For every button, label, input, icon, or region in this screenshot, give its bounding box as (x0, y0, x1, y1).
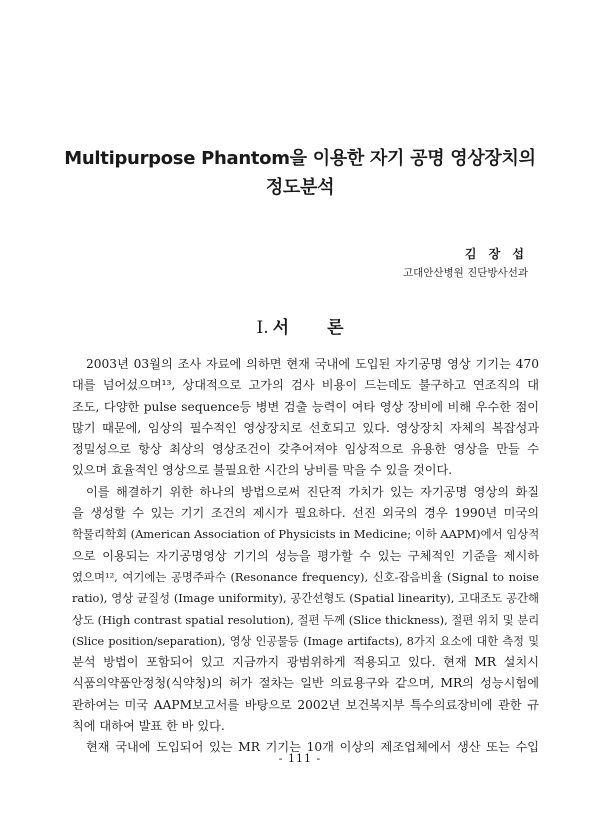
section-heading (0, 313, 600, 338)
body-line: 을 생성할 수 있는 기기 조건의 제시가 필요하다. 선진 외국의 경우 1990년 미국의 (72, 506, 539, 521)
body-line: 정밀성으로 항상 최상의 영상조건이 갖추어져야 임상적으로 유용한 영상을 만들 수 (72, 442, 539, 457)
body-line: 많기 때문에, 임상의 필수적인 영상장치로 선호되고 있다. 영상장치 자체의 복잡성과 (72, 420, 539, 435)
body-line: (Slice position/separation), 영상 인공물등 (Image artifacts), 8가지 요소에 대한 측정 및 (72, 634, 539, 648)
section-word-2: 론 (327, 318, 344, 338)
body-line: 조도, 다양한 pulse sequence등 병변 검출 능력이 여타 영상 장비에 비해 우수한 점이 (72, 399, 539, 414)
title-line-1: Multipurpose Phantom을 이용한 자기 공명 영상장치의 (64, 148, 536, 169)
title-line-2: 정도분석 (265, 177, 335, 198)
body-line: 이를 해결하기 위한 하나의 방법으로써 진단적 가치가 있는 자기공명 영상의 화질 (86, 484, 539, 499)
body-line: 분석 방법이 포함되어 있고 지금까지 광범위하게 적용되고 있다. 현재 MR 설치시 (72, 655, 539, 670)
body-line: 학물리학회 (American Association of Physicists in Medicine; 이하 AAPM)에서 임상적 (72, 527, 539, 542)
body-line: 식품의약품안정청(식약청)의 허가 절차는 일반 의료용구와 같으며, MR의 성능시험에 (72, 676, 539, 691)
body-line: 대를 넘어섰으며¹³, 상대적으로 고가의 검사 비용이 드는데도 불구하고 연조직의 대 (72, 378, 539, 393)
body-line: 상도 (High contrast spatial resolution), 절편 두께 (Slice thickness), 절편 위치 및 분리 (72, 612, 539, 627)
body-line: 관하여는 미국 AAPM보고서를 바탕으로 2002년 보건복지부 특수의료장비에 관한 규 (72, 697, 539, 712)
body-line: 2003년 03월의 조사 자료에 의하면 현재 국내에 도입된 자기공명 영상 기기는 470 (86, 357, 539, 371)
body-line: 였으며¹², 여기에는 공명주파수 (Resonance frequency), 신호-잡음비율 (Signal to noise (72, 569, 539, 584)
body-line: 현재 국내에 도입되어 있는 MR 기기는 10개 이상의 제조업체에서 생산 또는 수입 (86, 740, 539, 755)
author-affiliation: 고대안산병원 진단방사선과 (402, 267, 528, 279)
paper-title (40, 144, 560, 202)
author-name: 김 장 섭 (464, 247, 528, 261)
section-number: I. (256, 318, 269, 338)
body-line: 으로 이용되는 자기공명영상 기기의 성능을 평가할 수 있는 구체적인 기준을 제시하 (72, 548, 539, 563)
body-line: 칙에 대하여 발표 한 바 있다. (72, 719, 225, 734)
page-number: - 111 - (278, 752, 322, 765)
section-word-1: 서 (272, 318, 290, 338)
body-line: 있으며 효율적인 영상으로 불필요한 시간의 낭비를 막을 수 있을 것이다. (72, 463, 453, 478)
body-line: ratio), 영상 균질성 (Image uniformity), 공간선형도 (Spatial linearity), 고대조도 공간해 (72, 591, 539, 606)
body-text (72, 354, 539, 759)
